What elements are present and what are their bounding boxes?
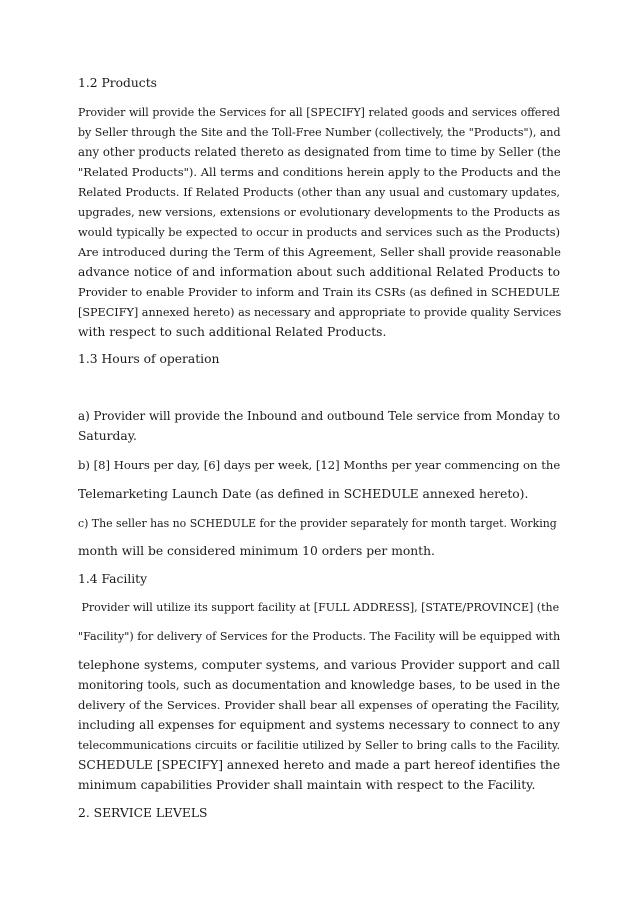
hours-item-b-line: b) [8] Hours per day, [6] days per week, [12] Months per year commencing on the xyxy=(78,458,561,472)
facility-line: including all expenses for equipment and systems necessary to connect to any xyxy=(78,718,560,732)
hours-item-c-line: month will be considered minimum 10 orders per month. xyxy=(78,544,435,558)
products-line: by Seller through the Site and the Toll-Free Number (collectively, the "Products"), and xyxy=(78,126,561,139)
products-line: Related Products. If Related Products (other than any usual and customary updates, xyxy=(78,186,560,199)
facility-line: delivery of the Services. Provider shall bear all expenses of operating the Facility, xyxy=(78,698,560,712)
products-line: any other products related thereto as designated from time to time by Seller (the xyxy=(78,145,561,159)
products-line: Are introduced during the Term of this Agreement, Seller shall provide reasonable xyxy=(78,245,561,259)
products-line: upgrades, new versions, extensions or evolutionary developments to the Products as xyxy=(78,206,560,219)
products-line: would typically be expected to occur in products and services such as the Products) xyxy=(78,226,560,239)
facility-line: "Facility") for delivery of Services for the Products. The Facility will be equipped with xyxy=(78,630,561,643)
facility-line: SCHEDULE [SPECIFY] annexed hereto and made a part hereof identifies the xyxy=(78,758,561,772)
facility-line: monitoring tools, such as documentation and knowledge bases, to be used in the xyxy=(78,678,560,692)
facility-line: telecommunications circuits or facilitie utilized by Seller to bring calls to the Facility. xyxy=(78,739,560,752)
section-1-2-heading: 1.2 Products xyxy=(78,76,157,90)
hours-item-c-line: c) The seller has no SCHEDULE for the provider separately for month target. Working xyxy=(78,517,557,530)
section-2-heading: 2. SERVICE LEVELS xyxy=(78,806,208,820)
hours-item-a-line: a) Provider will provide the Inbound and outbound Tele service from Monday to xyxy=(78,409,560,423)
products-line: [SPECIFY] annexed hereto) as necessary and appropriate to provide quality Services xyxy=(78,306,562,319)
products-line: with respect to such additional Related Products. xyxy=(78,325,387,339)
products-line: Provider will provide the Services for all [SPECIFY] related goods and services offered xyxy=(78,106,560,119)
facility-line: telephone systems, computer systems, and various Provider support and call xyxy=(78,658,560,672)
section-1-3-heading: 1.3 Hours of operation xyxy=(78,352,220,366)
hours-item-b-line: Telemarketing Launch Date (as defined in SCHEDULE annexed hereto). xyxy=(78,487,529,501)
products-line: "Related Products"). All terms and conditions herein apply to the Products and the xyxy=(78,165,561,179)
hours-item-a-line: Saturday. xyxy=(78,429,137,443)
section-1-4-heading: 1.4 Facility xyxy=(78,572,148,586)
products-line: Provider to enable Provider to inform and Train its CSRs (as defined in SCHEDULE xyxy=(78,286,560,299)
products-line: advance notice of and information about such additional Related Products to xyxy=(78,265,560,279)
facility-line: Provider will utilize its support facility at [FULL ADDRESS], [STATE/PROVINCE] (the xyxy=(78,601,560,614)
facility-line: minimum capabilities Provider shall maintain with respect to the Facility. xyxy=(78,778,536,792)
